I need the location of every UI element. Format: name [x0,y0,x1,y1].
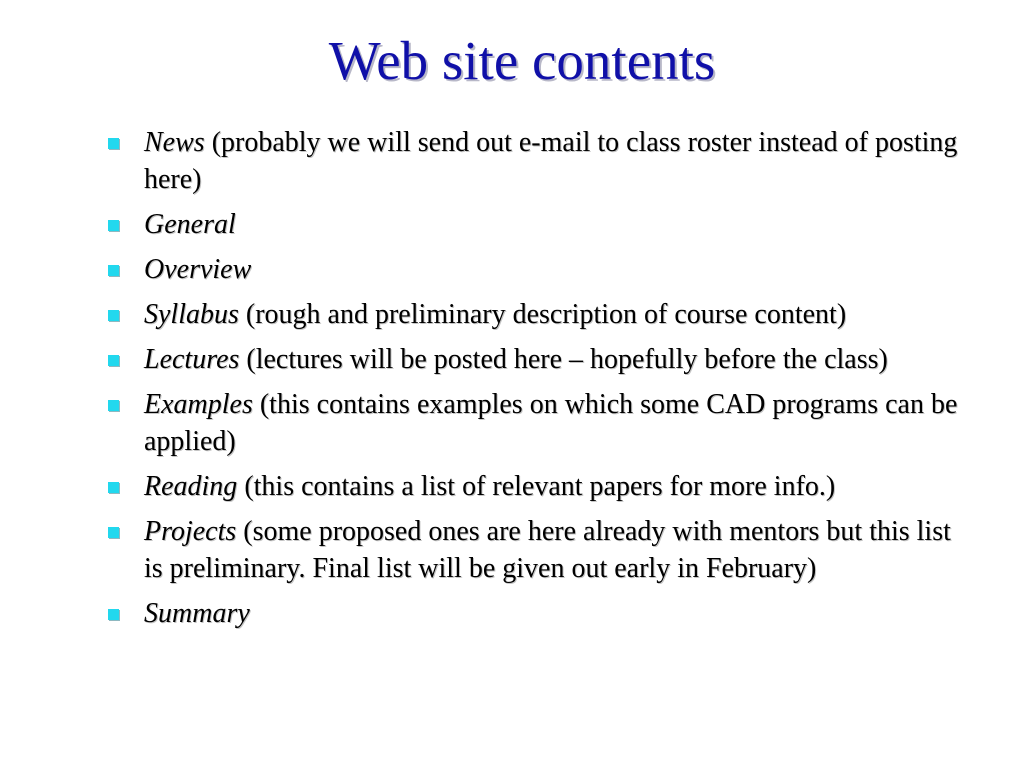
bullet-item-general [0,206,1024,243]
bullet-item-name: Projects [144,516,237,547]
bullet-item-name: News [144,127,205,158]
bullet-item-name: Reading [144,471,238,502]
bullet-list [0,124,1024,640]
bullet-item-description: (probably we will send out e-mail to class roster instead of posting here) [144,127,958,195]
bullet-item-description: (rough and preliminary description of course content) [238,299,847,330]
bullet-item-reading [0,468,1024,505]
bullet-item-description: (some proposed ones are here already with mentors but this list is preliminary. Final list will be given out early in February) [144,516,951,584]
square-bullet-icon [108,355,119,366]
square-bullet-icon [108,138,119,149]
bullet-item-overview [0,251,1024,288]
square-bullet-icon [108,265,119,276]
bullet-item-summary [0,595,1024,632]
square-bullet-icon [108,400,119,411]
square-bullet-icon [108,609,119,620]
square-bullet-icon [108,310,119,321]
bullet-item-syllabus [0,296,1024,333]
bullet-item-news [0,124,1024,198]
bullet-item-examples [0,386,1024,460]
bullet-item-name: Summary [144,598,250,629]
bullet-item-description: (this contains a list of relevant papers for more info.) [237,471,836,502]
square-bullet-icon [108,527,119,538]
bullet-item-description: (this contains examples on which some CAD programs can be applied) [144,389,958,457]
square-bullet-icon [108,482,119,493]
bullet-item-projects [0,513,1024,587]
bullet-item-name: Overview [144,254,252,285]
bullet-item-name: Syllabus [144,299,239,330]
square-bullet-icon [108,220,119,231]
bullet-item-lectures [0,341,1024,378]
bullet-item-name: Examples [144,389,253,420]
bullet-item-name: Lectures [144,344,240,375]
bullet-item-description: (lectures will be posted here – hopefully before the class) [239,344,888,375]
slide-title: Web site contents [328,30,716,91]
bullet-item-name: General [144,209,236,240]
